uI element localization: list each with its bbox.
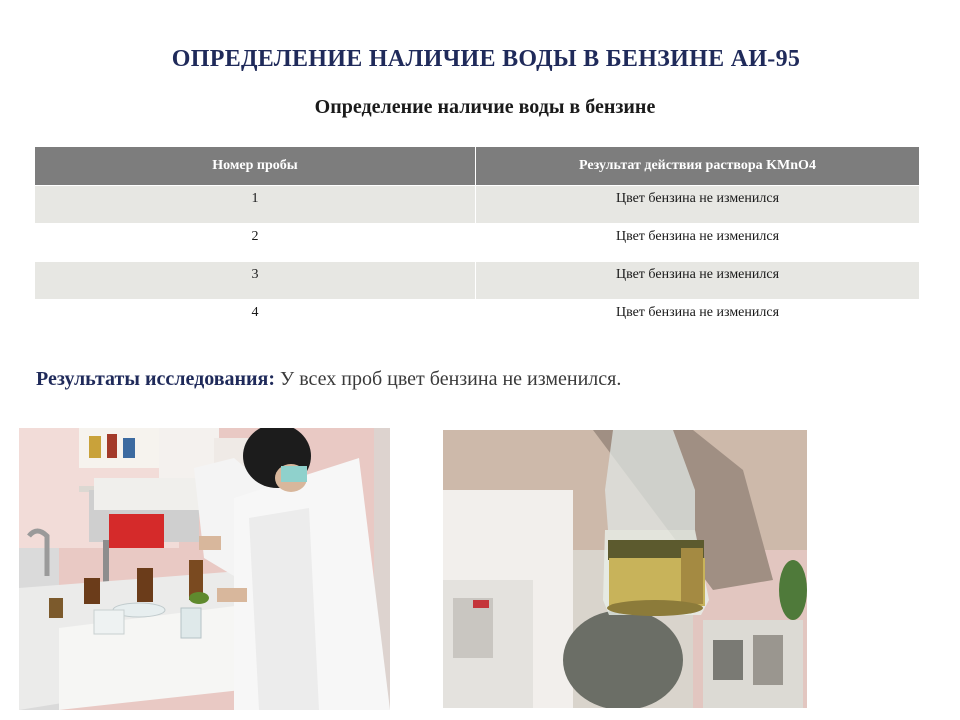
research-results (36, 368, 621, 391)
result-cell: Цвет бензина не изменился (476, 186, 920, 224)
header-kmno4-result: Результат действия раствора KMnO4 (476, 147, 920, 186)
table-row (35, 224, 920, 262)
table-row (35, 300, 920, 338)
sample-number-cell: 2 (35, 224, 476, 262)
slide-subtitle: Определение наличие воды в бензине (314, 96, 656, 118)
header-sample-number: Номер пробы (35, 147, 476, 186)
result-cell: Цвет бензина не изменился (476, 300, 920, 338)
table-row (35, 186, 920, 224)
results-table (34, 146, 920, 338)
result-cell: Цвет бензина не изменился (476, 262, 920, 300)
results-text: У всех проб цвет бензина не изменился. (275, 368, 622, 390)
lab-photo-student (19, 428, 390, 710)
sample-number-cell: 1 (35, 186, 476, 224)
sample-number-cell: 3 (35, 262, 476, 300)
lab-photo-flask (443, 430, 807, 708)
results-label: Результаты исследования: (36, 368, 276, 390)
sample-number-cell: 4 (35, 300, 476, 338)
table-header-row (35, 147, 920, 186)
slide-title: ОПРЕДЕЛЕНИЕ НАЛИЧИЕ ВОДЫ В БЕНЗИНЕ АИ-95 (171, 46, 801, 72)
result-cell: Цвет бензина не изменился (476, 224, 920, 262)
table-row (35, 262, 920, 300)
